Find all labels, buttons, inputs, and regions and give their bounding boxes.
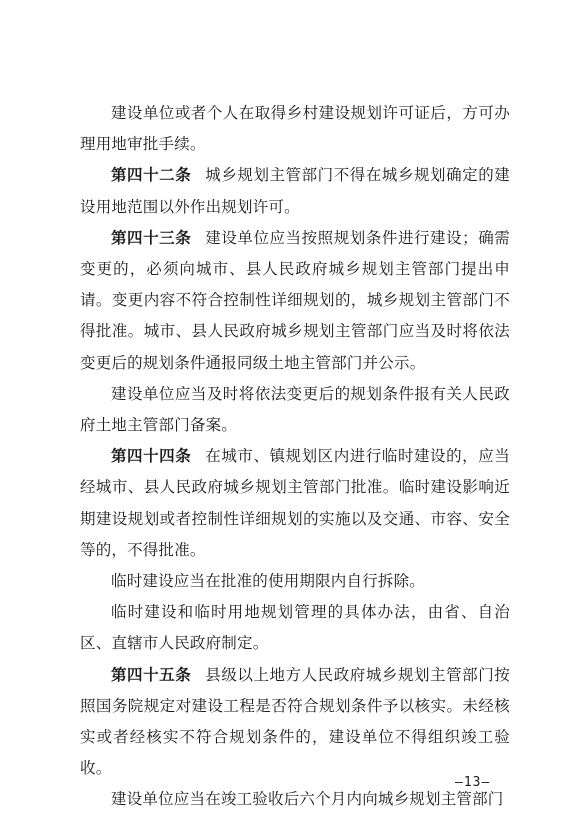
paragraph-text: 临时建设和临时用地规划管理的具体办法，由省、自治区、直辖市人民政府制定。: [80, 603, 510, 653]
paragraph-text: 建设单位应当在竣工验收后六个月内向城乡规划主管部门: [111, 790, 504, 809]
paragraph-text: 城乡规划主管部门不得在城乡规划确定的建设用地范围以外作出规划许可。: [80, 166, 510, 216]
paragraph-text: 建设单位应当按照规划条件进行建设；确需变更的，必须向城市、县人民政府城乡规划主管部门提出申请。变更内容不符合控制性详细规划的，城乡规划主管部门不得批准。城市、县人民政府城乡规划主管部门应当及时将依法变更后的规划条件通报同级土地主管部门并公示。: [80, 228, 510, 372]
paragraph: [80, 379, 510, 441]
paragraph: [80, 784, 510, 815]
article-number: 第四十五条: [111, 665, 192, 684]
paragraph-text: 建设单位或者个人在取得乡村建设规划许可证后，方可办理用地审批手续。: [80, 104, 510, 154]
paragraph: [80, 566, 510, 597]
paragraph-text: 县级以上地方人民政府城乡规划主管部门按照国务院规定对建设工程是否符合规划条件予以核实。未经核实或者经核实不符合规划条件的，建设单位不得组织竣工验收。: [80, 665, 510, 778]
paragraph: [80, 597, 510, 659]
article-number: 第四十四条: [111, 447, 192, 466]
article-paragraph: [80, 660, 510, 785]
article-number: 第四十三条: [111, 228, 192, 247]
paragraph-text: 临时建设应当在批准的使用期限内自行拆除。: [111, 572, 426, 591]
document-body: [80, 98, 510, 816]
article-paragraph: [80, 160, 510, 222]
article-paragraph: [80, 223, 510, 379]
article-paragraph: [80, 441, 510, 566]
article-number: 第四十二条: [111, 166, 192, 185]
page-number: —13—: [455, 775, 491, 790]
paragraph: [80, 98, 510, 160]
paragraph-text: 在城市、镇规划区内进行临时建设的，应当经城市、县人民政府城乡规划主管部门批准。临时建设影响近期建设规划或者控制性详细规划的实施以及交通、市容、安全等的，不得批准。: [80, 447, 510, 559]
paragraph-text: 建设单位应当及时将依法变更后的规划条件报有关人民政府土地主管部门备案。: [80, 384, 510, 435]
